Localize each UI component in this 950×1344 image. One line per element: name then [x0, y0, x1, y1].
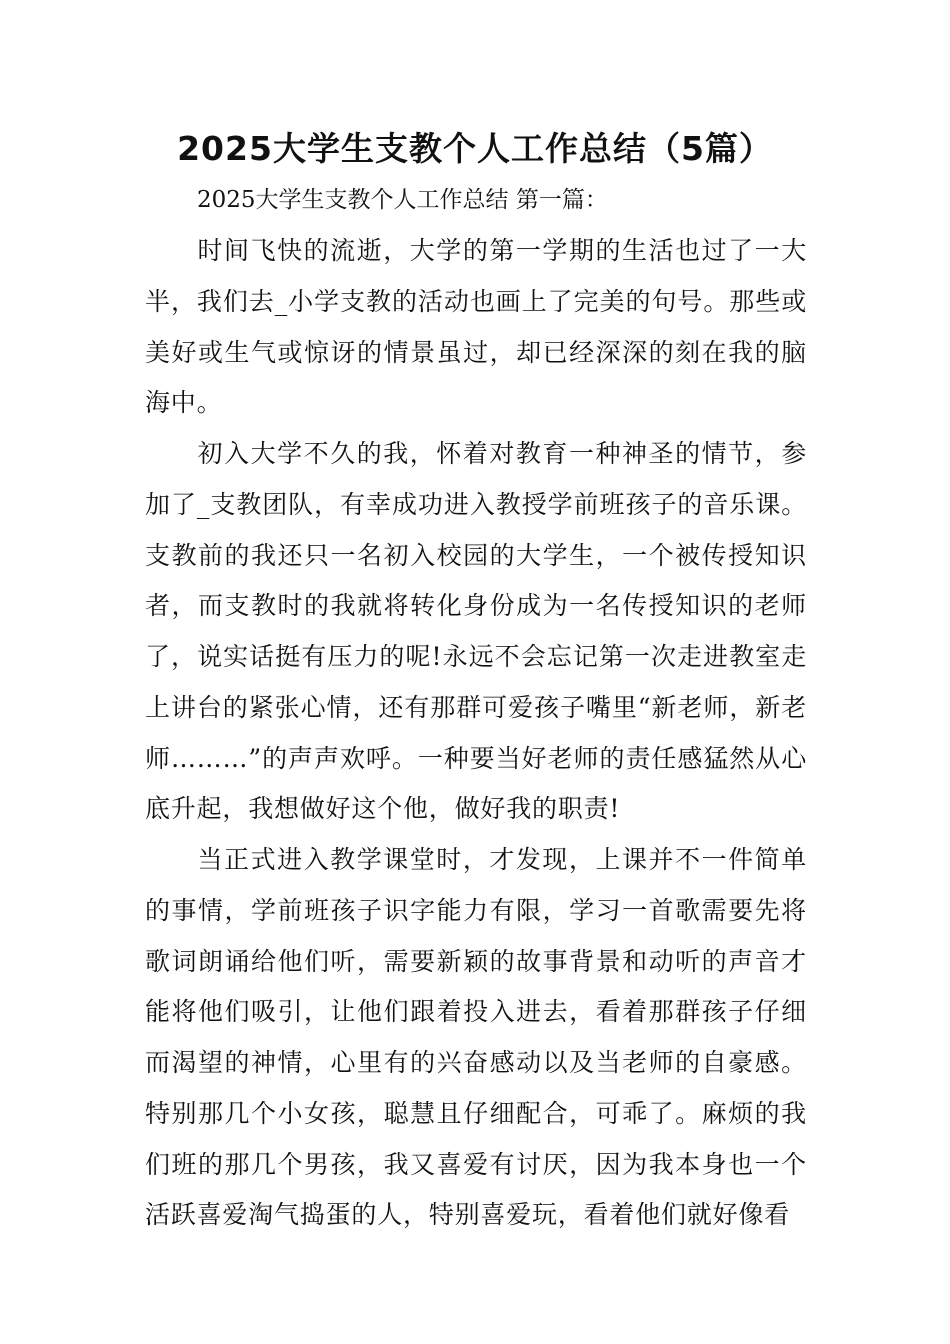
paragraph: 初入大学不久的我，怀着对教育一种神圣的情节，参加了_支教团队，有幸成功进入教授学前班孩子的音乐课。支教前的我还只一名初入校园的大学生，一个被传授知识者，而支教时的我就将转化身份成为一名传授知识的老师了，说实话挺有压力的呢!永远不会忘记第一次走进教室走上讲台的紧张心情，还有那群可爱孩子嘴里“新老师，新老师………”的声声欢呼。一种要当好老师的责任感猛然从心底升起，我想做好这个他，做好我的职责! [145, 439, 807, 824]
paragraph: 当正式进入教学课堂时，才发现，上课并不一件简单的事情，学前班孩子识字能力有限，学习一首歌需要先将歌词朗诵给他们听，需要新颖的故事背景和动听的声音才能将他们吸引，让他们跟着投入进去，看着那群孩子仔细而渴望的神情，心里有的兴奋感动以及当老师的自豪感。特别那几个小女孩，聪慧且仔细配合，可乖了。麻烦的我们班的那几个男孩，我又喜爱有讨厌，因为我本身也一个活跃喜爱淘气捣蛋的人，特别喜爱玩，看着他们就好像看 [145, 845, 807, 1230]
section-heading: 2025大学生支教个人工作总结 第一篇： [197, 187, 608, 213]
document-title: 2025大学生支教个人工作总结（5篇） [177, 129, 773, 168]
paragraph: 时间飞快的流逝，大学的第一学期的生活也过了一大半，我们去_小学支教的活动也画上了完美的句号。那些或美好或生气或惊讶的情景虽过，却已经深深的刻在我的脑海中。 [145, 236, 807, 418]
document-body [145, 226, 807, 1241]
